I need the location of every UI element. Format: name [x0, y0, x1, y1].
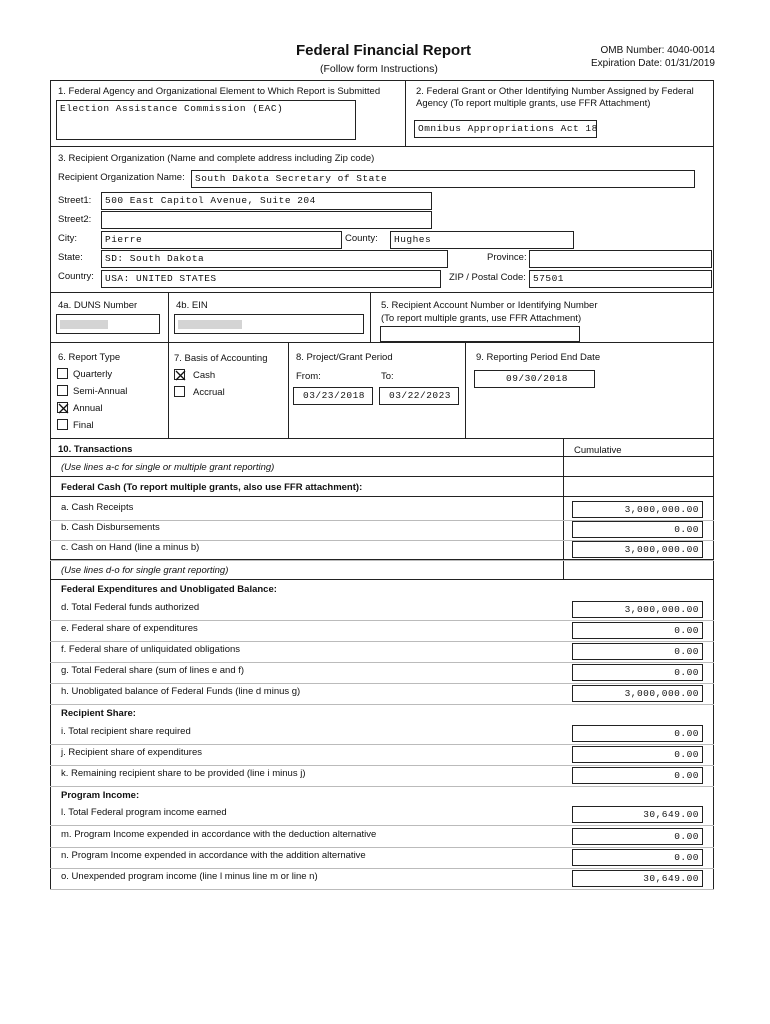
divider-6-7 — [168, 342, 169, 438]
program-income-deduction-field[interactable] — [572, 828, 703, 845]
form-title: Federal Financial Report — [296, 42, 472, 59]
expenditures-heading: Federal Expenditures and Unobligated Balance: — [61, 584, 277, 595]
recipient-share-expenditures-row-divider — [50, 765, 714, 766]
cash-disbursements-field[interactable] — [572, 521, 703, 538]
unobligated-balance-label: h. Unobligated balance of Federal Funds (line d minus g) — [61, 686, 301, 697]
program-income-deduction-row-divider — [50, 847, 714, 848]
county-field[interactable] — [390, 231, 574, 249]
divider-s10-5 — [50, 579, 714, 580]
recipient-share-required-row-divider — [50, 744, 714, 745]
federal-share-expenditures-label: e. Federal share of expenditures — [61, 623, 198, 634]
divider-4b-5 — [370, 292, 371, 342]
recipient-share-expenditures-value: 0.00 — [674, 749, 699, 760]
zip-label: ZIP / Postal Code: — [449, 272, 526, 283]
province-label: Province: — [487, 252, 527, 263]
ein-field[interactable] — [174, 314, 364, 334]
program-income-earned-row-divider — [50, 825, 714, 826]
street1-label: Street1: — [58, 195, 92, 206]
program-income-addition-label: n. Program Income expended in accordance with the addition alternative — [61, 850, 366, 861]
street2-field[interactable] — [101, 211, 432, 229]
accrual-label: Accrual — [193, 387, 225, 398]
cumulative-label: Cumulative — [574, 445, 622, 456]
unexpended-program-income-label: o. Unexpended program income (line l minus line m or line n) — [61, 871, 318, 882]
total-federal-share-field[interactable] — [572, 664, 703, 681]
unobligated-balance-value: 3,000,000.00 — [624, 688, 699, 699]
federal-funds-authorized-value: 3,000,000.00 — [624, 604, 699, 615]
total-federal-share-label: g. Total Federal share (sum of lines e and f) — [61, 665, 245, 676]
cash-on-hand-field[interactable] — [572, 541, 703, 558]
federal-share-unliquidated-label: f. Federal share of unliquidated obligations — [61, 644, 241, 655]
federal-funds-authorized-label: d. Total Federal funds authorized — [61, 602, 200, 613]
unobligated-balance-field[interactable] — [572, 685, 703, 702]
street1-value: 500 East Capitol Avenue, Suite 204 — [105, 195, 316, 206]
program-income-earned-label: l. Total Federal program income earned — [61, 807, 227, 818]
divider-s10-2 — [50, 476, 714, 477]
section1-label: 1. Federal Agency and Organizational Element to Which Report is Submitted — [58, 86, 381, 97]
recipient-share-required-value: 0.00 — [674, 728, 699, 739]
period-from-field[interactable] — [293, 387, 373, 405]
program-income-earned-field[interactable] — [572, 806, 703, 823]
divider-s10-4 — [50, 559, 714, 560]
zip-value: 57501 — [533, 273, 565, 284]
section7-label: 7. Basis of Accounting — [174, 353, 268, 364]
section10-label: 10. Transactions — [58, 444, 133, 455]
federal-share-expenditures-row-divider — [50, 641, 714, 642]
divider-after-3 — [50, 292, 714, 293]
recipient-share-expenditures-label: j. Recipient share of expenditures — [61, 747, 202, 758]
section9-label: 9. Reporting Period End Date — [476, 352, 601, 363]
divider-8-9 — [465, 342, 466, 438]
accrual-checkbox[interactable] — [174, 386, 185, 397]
form-right-border — [713, 80, 714, 890]
divider-after-1 — [50, 146, 714, 147]
semi-annual-label: Semi-Annual — [73, 386, 128, 397]
zip-field[interactable] — [529, 270, 712, 288]
recipient-share-required-field[interactable] — [572, 725, 703, 742]
program-income-addition-row-divider — [50, 868, 714, 869]
divider-after-6 — [50, 438, 714, 439]
checkmark-x-icon — [58, 403, 69, 414]
divider-1-2 — [405, 80, 406, 146]
cash-on-hand-row-divider — [50, 560, 714, 561]
program-income-heading: Program Income: — [61, 790, 140, 801]
program-income-deduction-value: 0.00 — [674, 831, 699, 842]
period-to-field[interactable] — [379, 387, 459, 405]
ein-redaction — [178, 320, 242, 329]
federal-share-unliquidated-value: 0.00 — [674, 646, 699, 657]
federal-funds-authorized-row-divider — [50, 620, 714, 621]
county-value: Hughes — [394, 234, 432, 245]
cash-on-hand-value: 3,000,000.00 — [624, 544, 699, 555]
annual-checkbox[interactable] — [57, 402, 68, 413]
duns-label: 4a. DUNS Number — [58, 300, 138, 311]
divider-s10-3 — [50, 496, 714, 497]
section6-label: 6. Report Type — [58, 352, 121, 363]
country-label: Country: — [58, 271, 94, 282]
cash-on-hand-label: c. Cash on Hand (line a minus b) — [61, 542, 200, 553]
federal-agency-field[interactable] — [56, 100, 356, 140]
cash-checkbox[interactable] — [174, 369, 185, 380]
final-checkbox[interactable] — [57, 419, 68, 430]
federal-share-expenditures-value: 0.00 — [674, 625, 699, 636]
grant-number-value: Omnibus Appropriations Act 18 — [418, 123, 598, 134]
checkmark-x-icon — [175, 370, 186, 381]
federal-agency-value: Election Assistance Commission (EAC) — [60, 103, 284, 114]
recipient-account-field[interactable] — [380, 326, 580, 342]
divider-after-4 — [50, 342, 714, 343]
unexpended-program-income-field[interactable] — [572, 870, 703, 887]
county-label: County: — [345, 233, 378, 244]
form-top-border — [50, 80, 714, 81]
period-end-field[interactable] — [474, 370, 595, 388]
org-name-label: Recipient Organization Name: — [58, 172, 185, 183]
section8-label: 8. Project/Grant Period — [296, 352, 393, 363]
city-value: Pierre — [105, 234, 143, 245]
quarterly-checkbox[interactable] — [57, 368, 68, 379]
cash-disbursements-value: 0.00 — [674, 524, 699, 535]
cash-receipts-value: 3,000,000.00 — [624, 504, 699, 515]
semi-annual-checkbox[interactable] — [57, 385, 68, 396]
grant-number-field[interactable] — [414, 120, 597, 138]
unexpended-program-income-row-divider — [50, 889, 714, 890]
divider-7-8 — [288, 342, 289, 438]
from-label: From: — [296, 371, 321, 382]
form-subtitle: (Follow form Instructions) — [320, 63, 438, 75]
remaining-recipient-share-value: 0.00 — [674, 770, 699, 781]
period-from-value: 03/23/2018 — [303, 390, 366, 401]
recipient-share-heading: Recipient Share: — [61, 708, 136, 719]
program-income-deduction-label: m. Program Income expended in accordance with the deduction alternative — [61, 829, 377, 840]
cash-receipts-label: a. Cash Receipts — [61, 502, 134, 513]
org-name-value: South Dakota Secretary of State — [195, 173, 388, 184]
federal-cash-heading: Federal Cash (To report multiple grants, also use FFR attachment): — [61, 482, 363, 493]
remaining-recipient-share-label: k. Remaining recipient share to be provided (line i minus j) — [61, 768, 306, 779]
section2-label-line1: 2. Federal Grant or Other Identifying Number Assigned by Federal — [416, 86, 694, 97]
final-label: Final — [73, 420, 94, 431]
section2-label-line2: Agency (To report multiple grants, use FFR Attachment) — [416, 98, 651, 109]
unobligated-balance-row-divider — [50, 704, 714, 705]
to-label: To: — [381, 371, 394, 382]
federal-funds-authorized-field[interactable] — [572, 601, 703, 618]
city-field[interactable] — [101, 231, 342, 249]
city-label: City: — [58, 233, 77, 244]
cash-receipts-field[interactable] — [572, 501, 703, 518]
duns-field[interactable] — [56, 314, 160, 334]
program-income-addition-value: 0.00 — [674, 852, 699, 863]
divider-s10-1 — [50, 456, 714, 457]
cash-disbursements-label: b. Cash Disbursements — [61, 522, 160, 533]
street2-label: Street2: — [58, 214, 92, 225]
period-to-value: 03/22/2023 — [389, 390, 452, 401]
period-end-value: 09/30/2018 — [506, 373, 569, 384]
divider-4a-4b — [168, 292, 169, 342]
street1-field[interactable] — [101, 192, 432, 210]
federal-share-unliquidated-field[interactable] — [572, 643, 703, 660]
annual-label: Annual — [73, 403, 103, 414]
form-left-border — [50, 80, 51, 890]
recipient-share-expenditures-field[interactable] — [572, 746, 703, 763]
ein-label: 4b. EIN — [176, 300, 208, 311]
program-income-earned-value: 30,649.00 — [643, 809, 699, 820]
duns-redaction — [60, 320, 108, 329]
country-field[interactable] — [101, 270, 441, 288]
program-income-addition-field[interactable] — [572, 849, 703, 866]
federal-share-expenditures-field[interactable] — [572, 622, 703, 639]
total-federal-share-row-divider — [50, 683, 714, 684]
note-lines-d-o: (Use lines d-o for single grant reporting) — [61, 565, 229, 576]
org-name-field[interactable] — [191, 170, 695, 188]
state-field[interactable] — [101, 250, 448, 268]
state-value: SD: South Dakota — [105, 253, 205, 264]
federal-share-unliquidated-row-divider — [50, 662, 714, 663]
unexpended-program-income-value: 30,649.00 — [643, 873, 699, 884]
section5-label-line2: (To report multiple grants, use FFR Attachment) — [381, 313, 582, 324]
quarterly-label: Quarterly — [73, 369, 113, 380]
remaining-recipient-share-row-divider — [50, 786, 714, 787]
cash-label: Cash — [193, 370, 216, 381]
section3-label: 3. Recipient Organization (Name and complete address including Zip code) — [58, 153, 375, 164]
total-federal-share-value: 0.00 — [674, 667, 699, 678]
province-field[interactable] — [529, 250, 712, 268]
expiration-date: Expiration Date: 01/31/2019 — [591, 58, 715, 69]
section5-label-line1: 5. Recipient Account Number or Identifying Number — [381, 300, 598, 311]
country-value: USA: UNITED STATES — [105, 273, 217, 284]
recipient-share-required-label: i. Total recipient share required — [61, 726, 191, 737]
state-label: State: — [58, 252, 83, 263]
omb-number: OMB Number: 4040-0014 — [600, 45, 715, 56]
note-lines-a-c: (Use lines a-c for single or multiple grant reporting) — [61, 462, 275, 473]
remaining-recipient-share-field[interactable] — [572, 767, 703, 784]
